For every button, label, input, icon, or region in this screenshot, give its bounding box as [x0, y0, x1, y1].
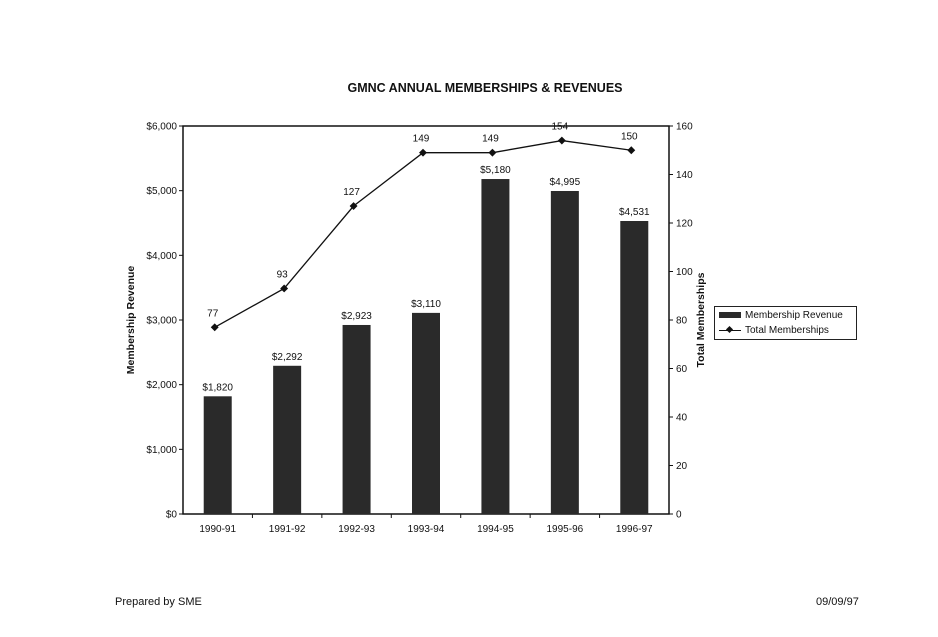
bar-data-label: $2,923 [341, 310, 372, 322]
left-tick-label: $3,000 [146, 315, 177, 327]
x-axis [199, 514, 653, 535]
right-tick-label: 20 [676, 461, 688, 472]
bar-data-label: $3,110 [411, 298, 441, 310]
right-tick-label: 120 [676, 218, 693, 230]
right-axis [669, 122, 693, 521]
x-tick-label: 1995-96 [546, 524, 584, 535]
bar-1990-91 [204, 396, 232, 514]
right-tick-label: 80 [676, 315, 688, 327]
memberships-point [558, 137, 566, 145]
bar-data-label: $5,180 [480, 165, 511, 177]
bar-data-label: $4,995 [549, 176, 581, 188]
left-tick-label: $6,000 [146, 121, 177, 133]
legend-item-memberships [719, 323, 829, 337]
right-tick-label: 40 [676, 412, 688, 424]
chart-title: GMNC ANNUAL MEMBERSHIPS & REVENUES [347, 81, 623, 95]
memberships-data-label: 93 [276, 269, 288, 281]
bar-1994-95 [481, 179, 509, 514]
memberships-point [211, 323, 219, 331]
x-tick-label: 1996-97 [615, 524, 653, 535]
legend-line-swatch [719, 325, 741, 335]
memberships-data-label: 127 [343, 187, 360, 199]
bar-1995-96 [551, 191, 579, 514]
legend [714, 306, 857, 340]
memberships-data-label: 149 [482, 133, 499, 145]
bar-data-label: $2,292 [271, 351, 303, 363]
left-tick-label: $5,000 [146, 186, 177, 198]
right-tick-label: 160 [676, 121, 693, 133]
memberships-data-label: 150 [620, 131, 638, 143]
bar-1993-94 [412, 313, 440, 514]
y-right-axis-label: Total Memberships [695, 272, 707, 368]
legend-bar-swatch [719, 312, 741, 318]
bar-1991-92 [273, 366, 301, 514]
left-axis [146, 122, 183, 521]
bar-data-label: $1,820 [202, 382, 234, 394]
x-tick-label: 1990-91 [199, 524, 237, 535]
x-tick-label: 1994-95 [477, 524, 514, 535]
report-date: 09/09/97 [816, 596, 859, 608]
right-tick-label: 60 [676, 364, 688, 375]
x-tick-label: 1993-94 [407, 524, 445, 535]
bar-data-label: $4,531 [618, 206, 650, 218]
prepared-by-note: Prepared by SME [115, 596, 202, 608]
legend-item-revenue [719, 308, 843, 322]
legend-label-revenue: Membership Revenue [745, 309, 843, 321]
left-tick-label: $1,000 [146, 444, 177, 456]
x-tick-label: 1992-93 [338, 524, 375, 535]
memberships-point [488, 149, 496, 157]
left-tick-label: $4,000 [146, 250, 177, 262]
right-tick-label: 140 [676, 170, 693, 181]
left-tick-label: $0 [165, 509, 177, 521]
memberships-data-label: 77 [207, 308, 219, 320]
memberships-point [627, 146, 635, 154]
bar-1996-97 [620, 221, 648, 514]
bar-1992-93 [343, 325, 371, 514]
right-tick-label: 100 [676, 267, 693, 278]
bar-series [202, 165, 650, 514]
y-left-axis-label: Membership Revenue [125, 265, 137, 375]
left-tick-label: $2,000 [146, 380, 177, 392]
memberships-data-label: 154 [551, 121, 569, 133]
x-tick-label: 1991-92 [268, 524, 306, 535]
right-tick-label: 0 [676, 509, 682, 521]
memberships-data-label: 149 [412, 133, 430, 145]
legend-label-memberships: Total Memberships [745, 324, 829, 336]
